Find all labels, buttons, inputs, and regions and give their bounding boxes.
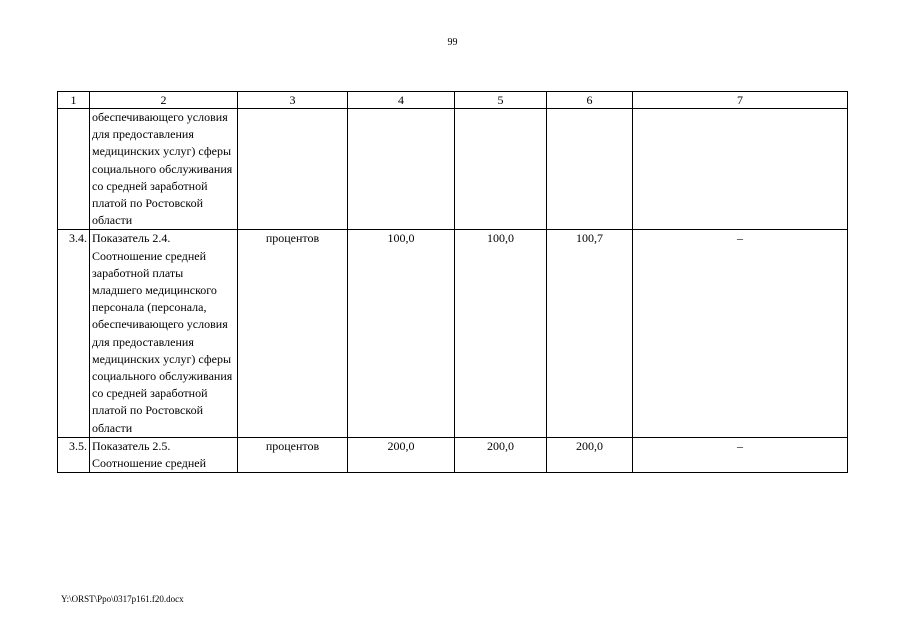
row-number: 3.4. — [58, 230, 90, 437]
note-cell — [633, 109, 848, 230]
table-header-row — [58, 92, 848, 109]
value-cell-6 — [547, 109, 633, 230]
column-header: 4 — [348, 92, 455, 109]
value-cell-6: 100,7 — [547, 230, 633, 437]
value-cell-5: 200,0 — [455, 437, 547, 472]
column-header: 2 — [90, 92, 238, 109]
value-cell-4 — [348, 109, 455, 230]
column-header: 5 — [455, 92, 547, 109]
column-header: 1 — [58, 92, 90, 109]
row-number: 3.5. — [58, 437, 90, 472]
value-cell-4: 100,0 — [348, 230, 455, 437]
column-header: 7 — [633, 92, 848, 109]
table-row — [58, 109, 848, 230]
indicator-name: Показатель 2.4. Соотношение средней заработной платы младшего медицинского персонала (персонала, обеспечивающего условия для предоставления медицинских услуг) сферы социального обслуживания со средней заработной платой по Ростовской области — [90, 230, 238, 437]
note-cell: – — [633, 230, 848, 437]
column-header: 6 — [547, 92, 633, 109]
value-cell-5 — [455, 109, 547, 230]
data-table — [57, 91, 848, 473]
row-number — [58, 109, 90, 230]
column-header: 3 — [238, 92, 348, 109]
indicator-name: Показатель 2.5. Соотношение средней — [90, 437, 238, 472]
indicator-name: обеспечивающего условия для предоставления медицинских услуг) сферы социального обслуживания со средней заработной платой по Ростовской области — [90, 109, 238, 230]
value-cell-5: 100,0 — [455, 230, 547, 437]
note-cell: – — [633, 437, 848, 472]
value-cell-4: 200,0 — [348, 437, 455, 472]
unit-cell: процентов — [238, 437, 348, 472]
footer-file-path: Y:\ORST\Ppo\0317p161.f20.docx — [61, 594, 184, 604]
page-number: 99 — [447, 37, 458, 48]
unit-cell — [238, 109, 348, 230]
table-row — [58, 437, 848, 472]
value-cell-6: 200,0 — [547, 437, 633, 472]
table-row — [58, 230, 848, 437]
unit-cell: процентов — [238, 230, 348, 437]
